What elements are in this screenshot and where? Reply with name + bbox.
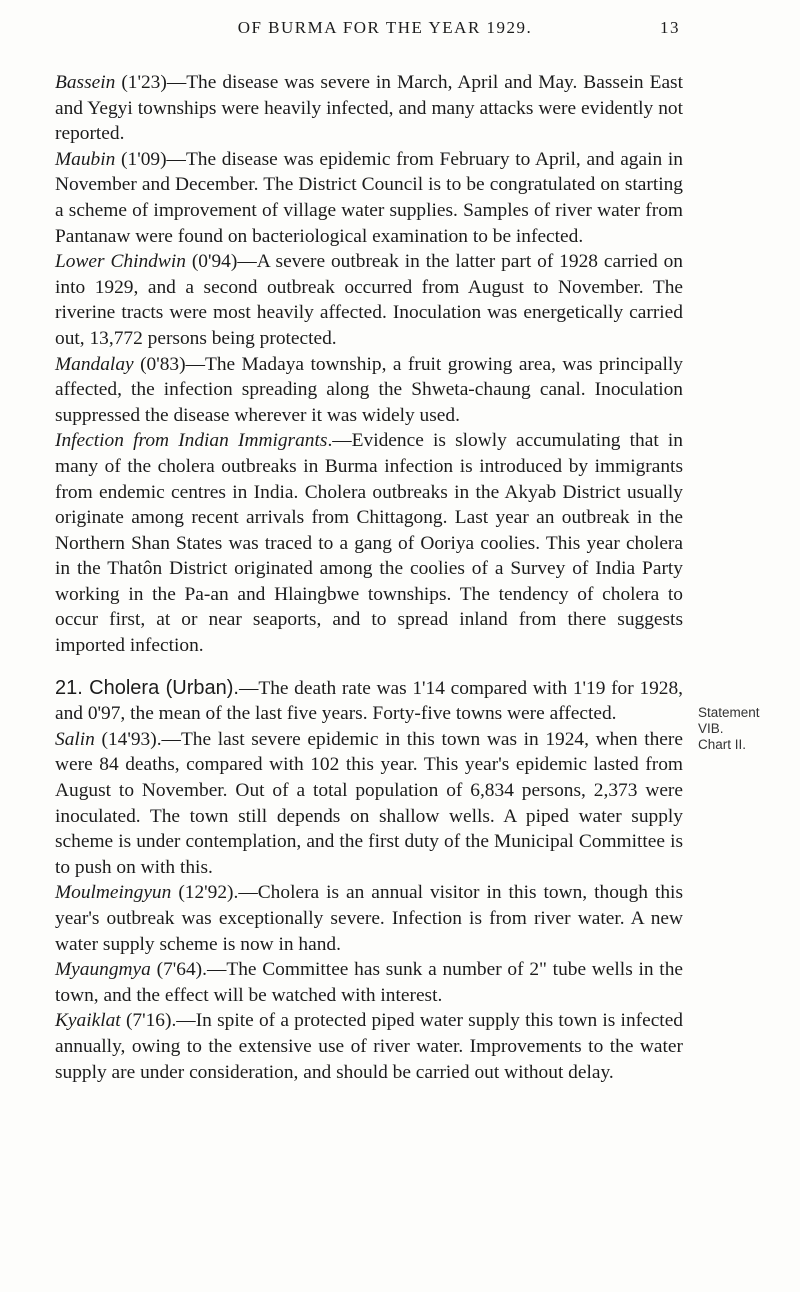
section-text: —The death rate was 1'14 compared with 1'19 for 1928, and 0'97, the mean of the last five years. Forty-five towns were affected. [55, 677, 684, 725]
paragraph-bassein [55, 70, 683, 147]
margin-reference [698, 705, 798, 753]
paragraph-text: —The disease was severe in March, April and May. Bassein East and Yegyi townships were heavily infected, and many attacks were evidently not reported. [55, 72, 683, 145]
paragraph-text: —The Madaya township, a fruit growing area, was principally affected, the infection spreading along the Shweta-chaung canal. Inoculation suppressed the disease wherever it was widely used. [55, 353, 683, 426]
town-name: Moulmeingyun [55, 882, 172, 904]
paragraph-lower-chindwin [55, 249, 683, 351]
town-name: Kyaiklat [55, 1010, 121, 1032]
section-heading: 21. Cholera (Urban). [55, 676, 239, 699]
section-21 [55, 676, 683, 727]
paragraph-myaungmya [55, 957, 683, 1008]
death-rate: (1'23) [121, 72, 167, 93]
paragraph-text: —A severe outbreak in the latter part of 1928 carried on into 1929, and a second outbreak occurred from August to November. The riverine tracts were most heavily affected. Inoculation was energetically carried out, 13,772 persons being protected. [55, 251, 683, 349]
town-name: Myaungmya [55, 959, 151, 981]
paragraph-mandalay [55, 352, 683, 429]
paragraph-salin [55, 727, 683, 881]
paragraph-text: .—Cholera is an annual visitor in this town, though this year's outbreak was exceptionally severe. Infection is from river water. A new water supply scheme is now in hand. [55, 882, 683, 955]
death-rate: (7'16) [125, 1010, 172, 1032]
paragraph-text: .—In spite of a protected piped water supply this town is infected annually, owing to the extensive use of river water. Improvements to the water supply are under consideration, and should be carried out without delay. [55, 1010, 683, 1083]
district-name: Lower Chindwin [55, 251, 186, 273]
death-rate: (0'83) [140, 353, 186, 375]
subheading: Infection from Indian Immigrants [55, 430, 328, 452]
death-rate: (0'94) [191, 251, 238, 273]
paragraph-text: —The disease was epidemic from February to April, and again in November and December. The District Council is to be congratulated on starting a scheme of improvement of village water supplies. Samples of river water from Pantanaw were found on bacteriological examination to be infected. [55, 148, 683, 247]
paragraph-text: .—The last severe epidemic in this town was in 1924, when there were 84 deaths, compared with 102 this year. This year's epidemic lasted from August to November. Out of a total population of 6,834 persons, 2,373 were inoculated. The town still depends on shallow wells. A piped water supply scheme is under contemplation, and the first duty of the Municipal Committee is to push on with this. [55, 728, 683, 878]
body-text [55, 70, 683, 1085]
page-number: 13 [660, 18, 680, 37]
death-rate: (7'64) [156, 959, 203, 981]
paragraph-kyaiklat [55, 1008, 683, 1085]
paragraph-text: .—Evidence is slowly accumulating that in many of the cholera outbreaks in Burma infection is introduced by immigrants from endemic centres in India. Cholera outbreaks in the Akyab District usually originate among recent arrivals from Chittagong. Last year an outbreak in the Northern Shan States was traced to a gang of Ooriya coolies. This year cholera in the Thatôn District originated among the coolies of a Survey of India Party working in the Pa-an and Hlaingbwe townships. The tendency of cholera to occur first, at or near seaports, and to spread inland from there suggests imported infection. [55, 430, 683, 657]
paragraph-indian-immigrants [55, 428, 683, 658]
district-name: Bassein [55, 72, 116, 93]
district-name: Maubin [55, 148, 116, 170]
town-name: Salin [55, 728, 95, 750]
margin-line: VIB. [698, 721, 724, 736]
death-rate: (14'93) [101, 728, 157, 750]
page-header [110, 18, 680, 38]
death-rate: (1'09) [121, 148, 167, 170]
paragraph-maubin [55, 147, 683, 249]
margin-line: Chart II. [698, 737, 747, 752]
death-rate: (12'92) [178, 882, 234, 904]
margin-line: Statement [698, 705, 760, 720]
running-title: OF BURMA FOR THE YEAR 1929. [237, 18, 533, 37]
district-name: Mandalay [55, 353, 134, 375]
paragraph-text: .—The Committee has sunk a number of 2" tube wells in the town, and the effect will be watched with interest. [55, 959, 683, 1006]
paragraph-moulmeingyun [55, 880, 683, 957]
